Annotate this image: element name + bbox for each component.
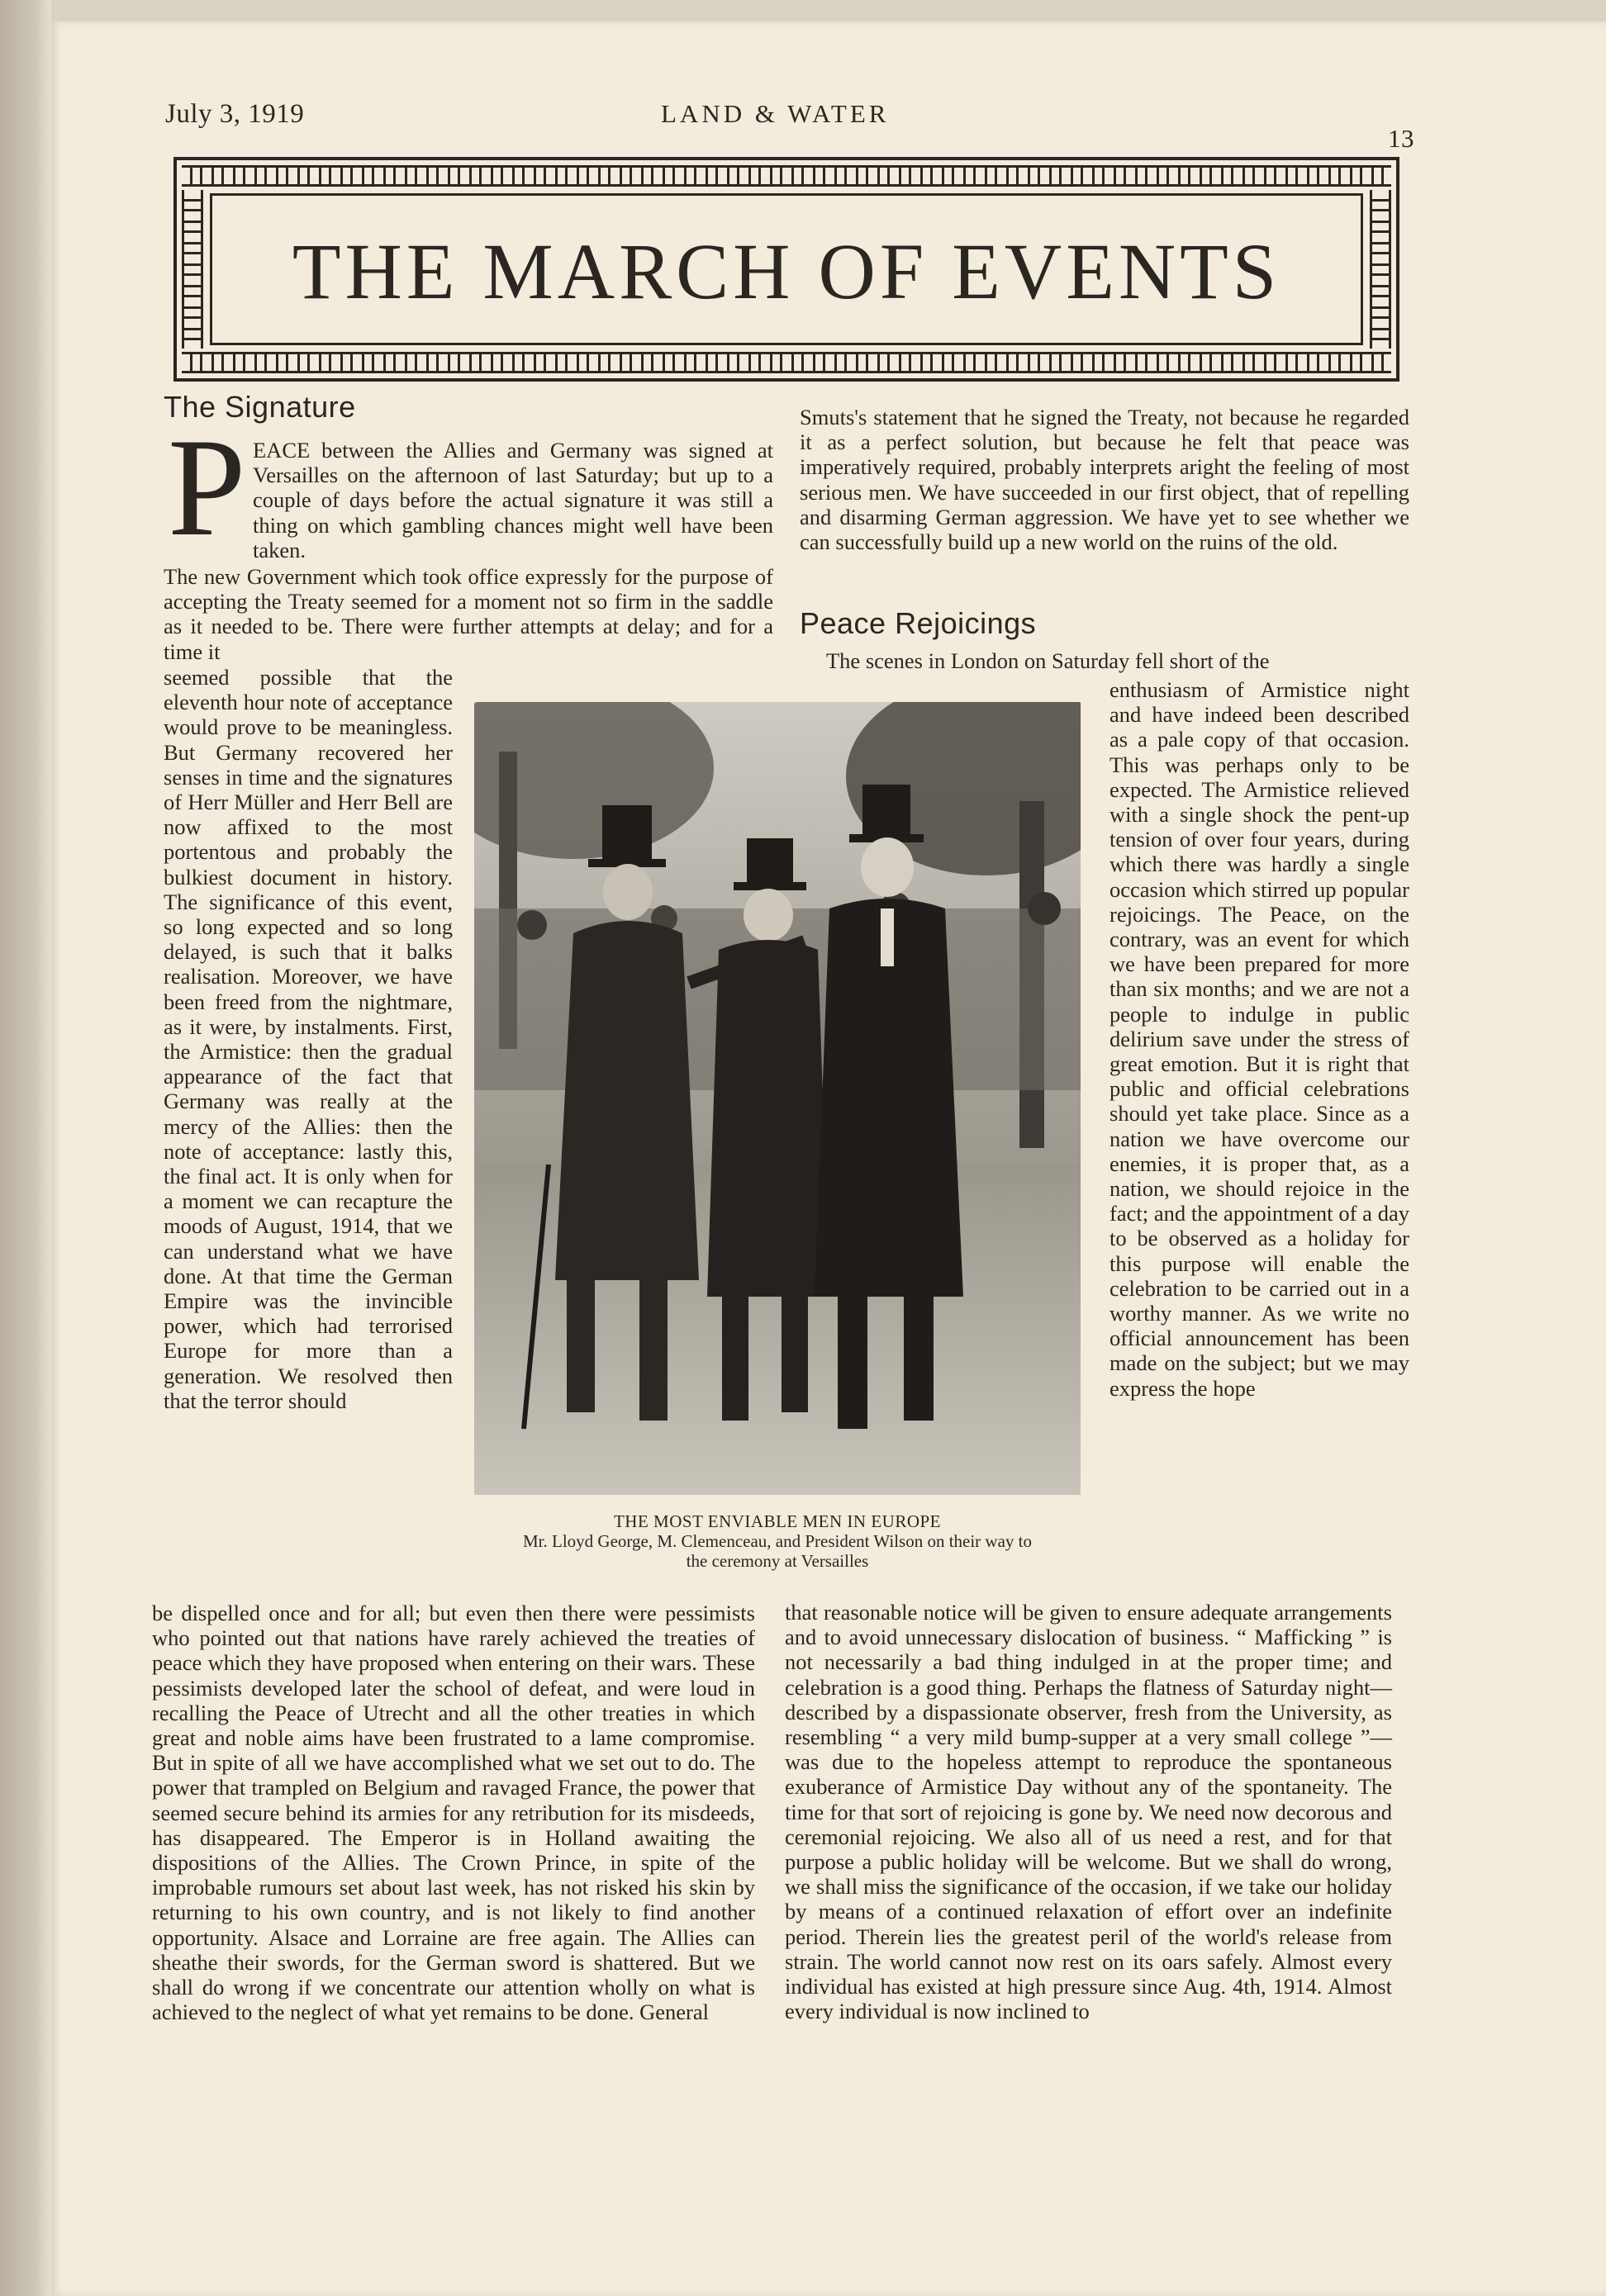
signature-text-cont: Smuts's statement that he signed the Treaty, not because he regarded it as a perfect solution, but because he felt that peace was imperatively required, probably interprets aright the feeling of most serious men. We have succeeded in our first object, that of repelling and disarming German aggression. We have yet to see whether we can successfully build up a new world on the ruins of the old. [800, 405, 1409, 555]
title-banner [173, 157, 1399, 382]
rejoicings-lead-text: The scenes in London on Saturday fell short of the [826, 648, 1270, 673]
page-title: THE MARCH OF EVENTS [292, 227, 1281, 315]
photograph-three-statesmen [474, 702, 1081, 1495]
caption-line-1: Mr. Lloyd George, M. Clemenceau, and President Wilson on their way to [522, 1531, 1032, 1551]
signature-paragraph-d [152, 1601, 755, 2024]
page-number: 13 [1388, 124, 1414, 153]
signature-narrow-column [164, 665, 453, 1413]
caption-line-2: the ceremony at Versailles [686, 1551, 869, 1571]
signature-text-b: The new Government which took office expressly for the purpose of accepting the Treaty seemed for a moment not so firm in the saddle as it needed to be. There were further attempts at delay; and for a time it [164, 564, 773, 664]
page-gutter-shadow [0, 0, 51, 2296]
rejoicings-bottom [785, 1600, 1392, 2023]
caption-title: THE MOST ENVIABLE MEN IN EUROPE [613, 1511, 941, 1531]
signature-paragraph-start [253, 438, 773, 562]
title-frame [210, 193, 1363, 345]
signature-text-c: seemed possible that the eleventh hour note of acceptance would prove to be meaningless. But Germany recovered her senses in time and the signatures of Herr Müller and Herr Bell are now affixed to the most portentous and probably the bulkiest document in history. The significance of this event, so long expected and so long delayed, is such that it balks realisation. Moreover, we have been freed from the nightmare, as it were, by instalments. First, the Armistice: then the gradual appearance of the fact that Germany was really at the mercy of the Allies: then the note of acceptance: lastly this, the final act. It is only when for a moment we can recapture the moods of August, 1914, that we can understand what we have done. At that time the German Empire was the invincible power, which had terrorised Europe for more than a generation. We resolved then that the terror should [164, 665, 453, 1413]
greek-key-border-top [182, 165, 1391, 187]
photo-caption [459, 1511, 1095, 1571]
section-heading-signature: The Signature [164, 390, 356, 424]
issue-date: July 3, 1919 [165, 99, 305, 129]
rejoicings-tail-text: that reasonable notice will be given to ensure adequate arrangements and to avoid unnecessary dislocation of business. “ Mafficking ” is not necessarily a bad thing indulged in at the proper time; and celebration is a good thing. Perhaps the flatness of Saturday night—described by a dispassionate observer, fresh from the University, as resembling “ a very mild bump-supper at a very small college ”—was due to the hopeless attempt to reproduce the spontaneous exuberance of Armistice Day without any of the spontaneity. The time for that sort of rejoicing is gone by. We need now decorous and ceremonial rejoicing. We also all of us need a rest, and for that purpose a public holiday will be welcome. But we shall do wrong, we shall miss the significance of the occasion, if we take our holiday by means of a continued relaxation of effort over an indefinite period. Therein lies the greatest peril of the world's release from strain. The world cannot now rest on its oars safely. Almost every individual has existed at high pressure since Aug. 4th, 1914. Almost every individual is now inclined to [785, 1600, 1392, 2024]
rejoicings-lead [826, 648, 1409, 673]
rejoicings-narrow-column [1109, 677, 1409, 1401]
rejoicings-body-text: enthusiasm of Armistice night and have indeed been described as a pale copy of that occasion. This was perhaps only to be expected. The Armistice relieved with a single shock the pent-up tension of over four years, during which there was hardly a single occasion which stirred up popular rejoicings. The Peace, on the contrary, was an event for which we have been prepared for more than six months; and we are not a people to indulge in public delirium save under the stress of great emotion. But it is right that public and official celebrations should yet take place. Since as a nation we have overcome our enemies, it is proper that, as a nation, we should rejoice in the fact; and the appointment of a day to be observed as a holiday for this purpose will enable the celebration to be carried out in a worthy manner. As we write no official announcement has been made on the subject; but we may express the hope [1109, 677, 1409, 1401]
signature-paragraph-b [164, 564, 773, 664]
photo-illustration [474, 702, 1081, 1495]
greek-key-border-left [182, 190, 203, 349]
signature-continuation [800, 405, 1409, 554]
section-heading-rejoicings: Peace Rejoicings [800, 606, 1037, 640]
signature-text-a: EACE between the Allies and Germany was signed at Versailles on the afternoon of last Saturday; but up to a couple of days before the actual signature it was still a thing on which gambling chances might well have been taken. [253, 438, 773, 562]
drop-cap: P [168, 410, 246, 565]
signature-text-d: be dispelled once and for all; but even then there were pessimists who pointed out that nations have rarely achieved the treaties of peace which they have proposed when entering on their wars. These pessimists developed later the school of defeat, and were loud in recalling the Peace of Utrecht and all the other treaties in which great and noble aims have been frustrated to a lame compromise. But in spite of all we have accomplished what we set out to do. The power that trampled on Belgium and ravaged France, the power that seemed secure behind its armies for any retribution for its misdeeds, has disappeared. The Emperor is in Holland awaiting the dispositions of the Allies. The Crown Prince, in spite of the improbable rumours set about last week, has not risked his skin by returning to his own country, and is not likely to find another opportunity. Alsace and Lorraine are free again. The Allies can sheathe their swords, for the German sword is shattered. But we shall do wrong if we concentrate our attention wholly on what is achieved to the neglect of what yet remains to be done. General [152, 1601, 755, 2025]
greek-key-border-bottom [182, 352, 1391, 373]
magazine-title: LAND & WATER [661, 99, 890, 128]
greek-key-border-right [1370, 190, 1391, 349]
